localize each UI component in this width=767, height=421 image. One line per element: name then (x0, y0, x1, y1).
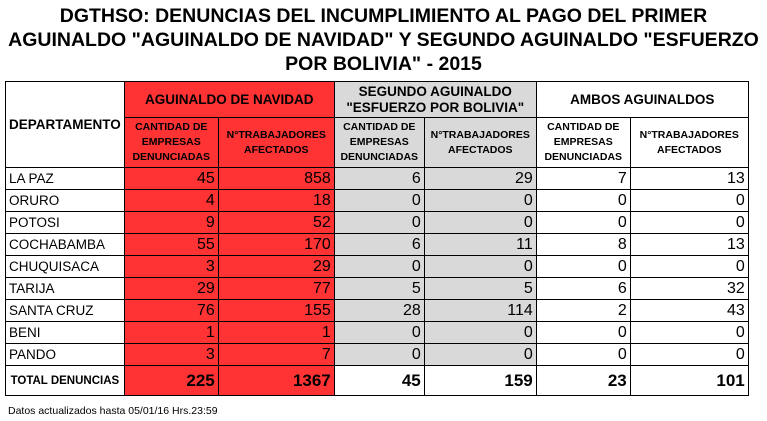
cell-value: 155 (218, 300, 334, 322)
cell-value: 1 (218, 322, 334, 344)
cell-value: 11 (424, 234, 536, 256)
dept-name: CHUQUISACA (6, 256, 125, 278)
title-line-3: POR BOLIVIA" - 2015 (285, 53, 482, 75)
cell-value: 5 (334, 278, 424, 300)
cell-value: 13 (630, 234, 748, 256)
cell-value: 0 (424, 212, 536, 234)
complaints-table (5, 81, 749, 396)
cell-value: 114 (424, 300, 536, 322)
cell-value: 170 (218, 234, 334, 256)
dept-name: POTOSI (6, 212, 125, 234)
table-row (6, 256, 749, 278)
cell-value: 0 (630, 344, 748, 366)
cell-value: 2 (536, 300, 630, 322)
cell-value: 0 (334, 256, 424, 278)
header-empresas-ambos: CANTIDAD DE EMPRESAS DENUNCIADAS (536, 118, 630, 168)
cell-value: 9 (124, 212, 218, 234)
cell-value: 3 (124, 344, 218, 366)
dept-name: SANTA CRUZ (6, 300, 125, 322)
cell-value: 5 (424, 278, 536, 300)
cell-value: 1 (124, 322, 218, 344)
table-row (6, 278, 749, 300)
cell-value: 4 (124, 190, 218, 212)
header-segundo-aguinaldo (334, 82, 536, 118)
total-value: 101 (630, 366, 748, 396)
cell-value: 7 (218, 344, 334, 366)
cell-value: 0 (424, 256, 536, 278)
header-empresas-segundo: CANTIDAD DE EMPRESAS DENUNCIADAS (334, 118, 424, 168)
table-row (6, 234, 749, 256)
cell-value: 0 (536, 344, 630, 366)
table-row (6, 300, 749, 322)
cell-value: 3 (124, 256, 218, 278)
cell-value: 0 (630, 190, 748, 212)
cell-value: 0 (424, 344, 536, 366)
title-line-1: DGTHSO: DENUNCIAS DEL INCUMPLIMIENTO AL PAGO DEL PRIMER (59, 5, 708, 27)
cell-value: 0 (536, 322, 630, 344)
title-line-2: AGUINALDO "AGUINALDO DE NAVIDAD" Y SEGUNDO AGUINALDO "ESFUERZO (8, 29, 759, 51)
table-row (6, 168, 749, 190)
cell-value: 0 (536, 256, 630, 278)
cell-value: 0 (630, 322, 748, 344)
cell-value: 8 (536, 234, 630, 256)
cell-value: 32 (630, 278, 748, 300)
cell-value: 29 (424, 168, 536, 190)
cell-value: 28 (334, 300, 424, 322)
update-footnote: Datos actualizados hasta 05/01/16 Hrs.23:59 (8, 405, 218, 417)
cell-value: 0 (334, 344, 424, 366)
cell-value: 0 (630, 256, 748, 278)
cell-value: 0 (536, 212, 630, 234)
table-row (6, 322, 749, 344)
cell-value: 0 (630, 212, 748, 234)
total-value: 225 (124, 366, 218, 396)
cell-value: 0 (334, 212, 424, 234)
cell-value: 6 (334, 168, 424, 190)
header-departamento: DEPARTAMENTO (6, 82, 125, 168)
header-row-groups (6, 82, 749, 118)
cell-value: 0 (334, 322, 424, 344)
dept-name: ORURO (6, 190, 125, 212)
cell-value: 0 (334, 190, 424, 212)
table-row (6, 212, 749, 234)
total-row (6, 366, 749, 396)
header-ambos-aguinaldos: AMBOS AGUINALDOS (536, 82, 748, 118)
cell-value: 77 (218, 278, 334, 300)
dept-name: BENI (6, 322, 125, 344)
header-trabajadores-ambos: N°TRABAJADORES AFECTADOS (630, 118, 748, 168)
cell-value: 13 (630, 168, 748, 190)
cell-value: 7 (536, 168, 630, 190)
header-segundo-line-2: "ESFUERZO POR BOLIVIA" (346, 99, 525, 115)
cell-value: 0 (424, 322, 536, 344)
cell-value: 858 (218, 168, 334, 190)
total-value: 23 (536, 366, 630, 396)
dept-name: TARIJA (6, 278, 125, 300)
cell-value: 45 (124, 168, 218, 190)
cell-value: 0 (424, 190, 536, 212)
cell-value: 52 (218, 212, 334, 234)
header-trabajadores-segundo: N°TRABAJADORES AFECTADOS (424, 118, 536, 168)
table-row (6, 344, 749, 366)
cell-value: 6 (334, 234, 424, 256)
header-segundo-line-1: SEGUNDO AGUINALDO (358, 83, 512, 99)
table-row (6, 190, 749, 212)
cell-value: 29 (218, 256, 334, 278)
total-value: 1367 (218, 366, 334, 396)
dept-name: COCHABAMBA (6, 234, 125, 256)
total-value: 45 (334, 366, 424, 396)
cell-value: 76 (124, 300, 218, 322)
cell-value: 29 (124, 278, 218, 300)
dept-name: LA PAZ (6, 168, 125, 190)
header-empresas-navidad: CANTIDAD DE EMPRESAS DENUNCIADAS (124, 118, 218, 168)
cell-value: 43 (630, 300, 748, 322)
cell-value: 0 (536, 190, 630, 212)
header-trabajadores-navidad: N°TRABAJADORES AFECTADOS (218, 118, 334, 168)
header-aguinaldo-navidad: AGUINALDO DE NAVIDAD (124, 82, 334, 118)
report-title (0, 4, 767, 76)
dept-name: PANDO (6, 344, 125, 366)
cell-value: 55 (124, 234, 218, 256)
cell-value: 18 (218, 190, 334, 212)
total-value: 159 (424, 366, 536, 396)
cell-value: 6 (536, 278, 630, 300)
total-label: TOTAL DENUNCIAS (6, 366, 125, 396)
